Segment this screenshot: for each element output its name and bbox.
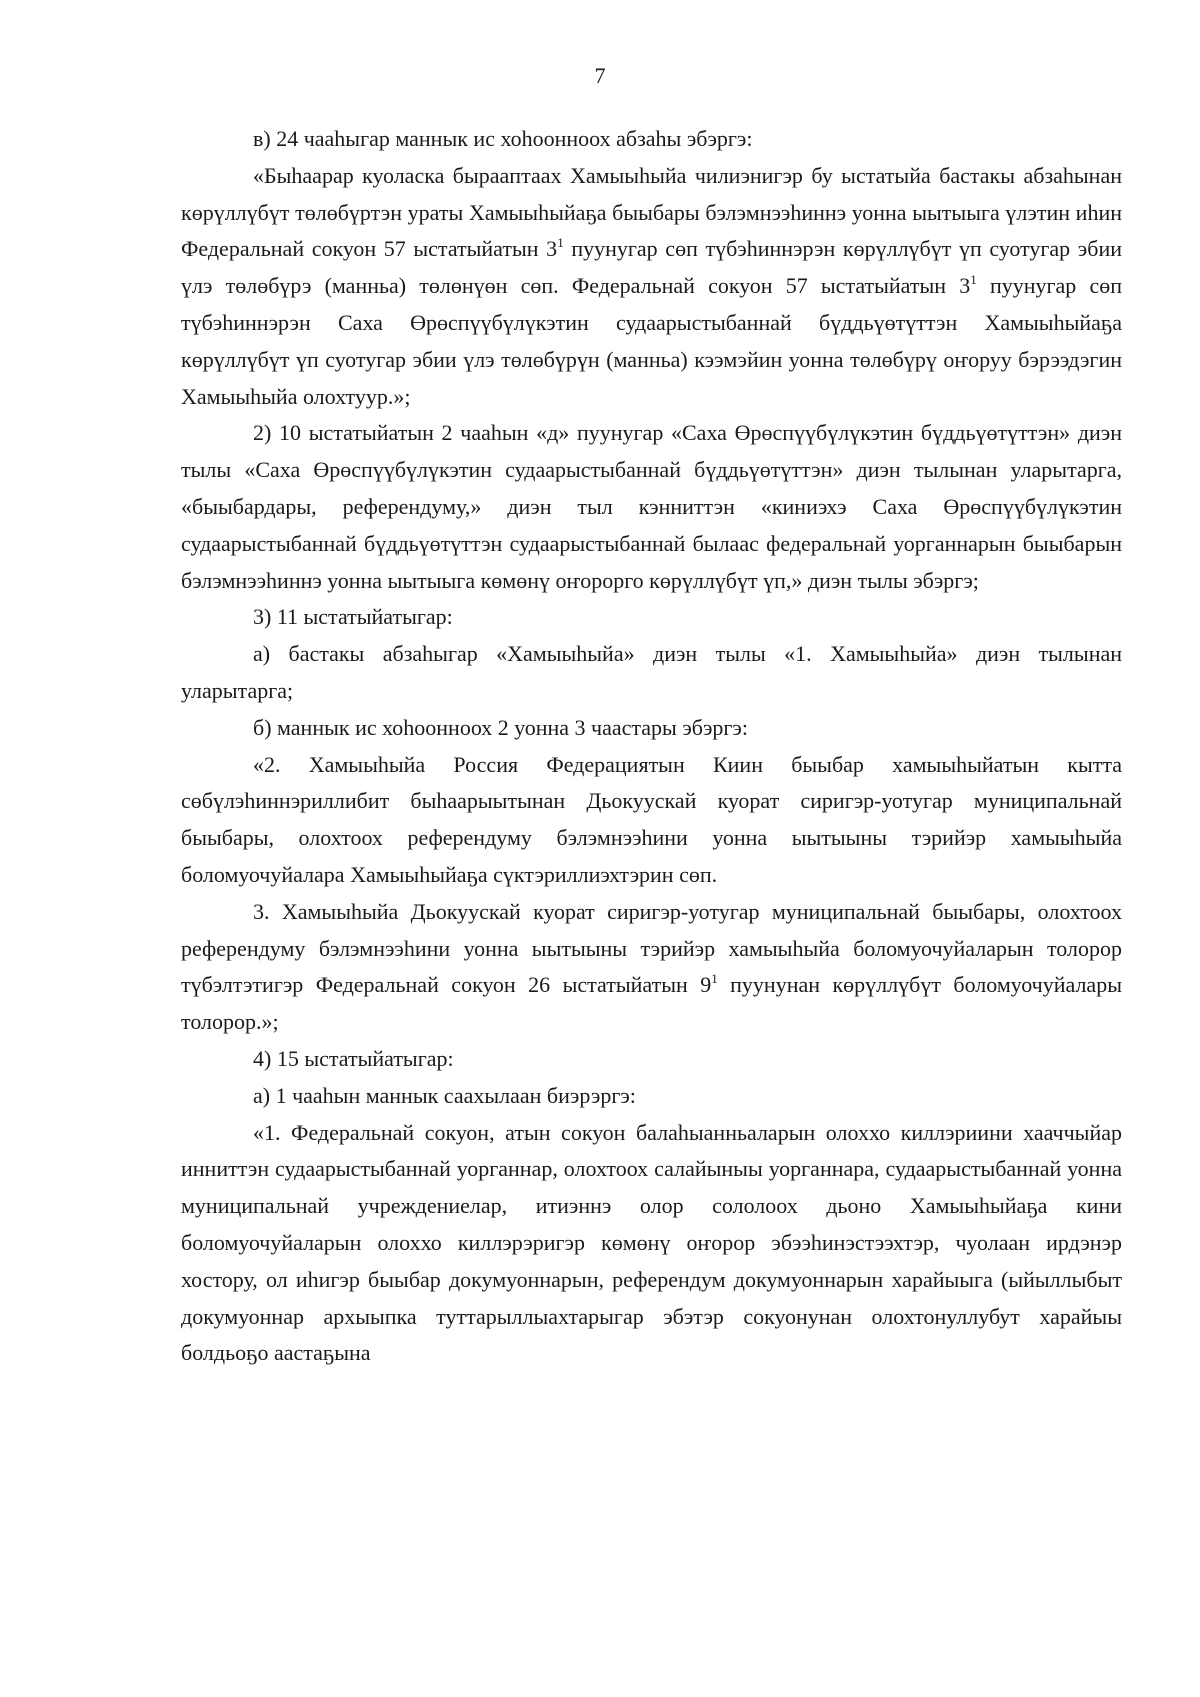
- paragraph-item-3: 3) 11 ыстатыйатыгар:: [253, 604, 453, 630]
- paragraph-item-2: 2) 10 ыстатыйатын 2 чааһын «д» пуунугар «Саха Өрөспүүбүлүкэтин бүддьүөтүттэн» диэн тылы «Саха Өрөспүүбүлүкэтин судаарыстыбаннай бүддьүөтүттэн» диэн тылынан уларытарга, «быыбардары, референдуму,» диэн тыл кэнниттэн «киниэхэ Саха Өрөспүүбүлүкэтин судаарыстыбаннай бүддьүөтүттэн судаарыстыбаннай былаас федеральнай уорганнарын быыбарын бэлэмнээһиннэ уонна ыытыыга көмөнү оҥорорго көрүллүбүт үп,» диэн тылы эбэргэ;: [181, 420, 1122, 593]
- paragraph-part-3: [181, 894, 1122, 1041]
- paragraph-sub-a-15: а) 1 чааһын маннык саахылаан биэрэргэ:: [253, 1082, 636, 1108]
- paragraph-v-24: в) 24 чааһыгар маннык ис хоһоонноох абзаһы эбэргэ:: [253, 126, 753, 151]
- paragraph-text-part: пуунугар сөп түбэһиннэрэн Саха Өрөспүүбүлүкэтин судаарыстыбаннай бүддьүөтүттэн Хамыыһыйаҕа көрүллүбүт үп суотугар эбии үлэ төлөбүрүн (манньа) кээмэйин уонна төлөбүрү оҥоруу бэрээдэгин Хамыыһыйа олохтуур.»;: [181, 273, 1123, 409]
- paragraph-text-part: «Быһаарар куоласка быраaптаах Хамыыһыйа чилиэнигэр бу ыстатыйа бастакы абзаһынан көрүллүбүт төлөбүртэн ураты Хамыыһыйаҕа быыбары бэлэмнээһиннэ уонна ыытыыга үлэтин иһин Федеральнай сокуон 57 ыстатыйатын 3: [181, 162, 1122, 262]
- paragraph-text-part: пуунугар сөп түбэһиннэрэн көрүллүбүт үп суотугар эбии үлэ төлөбүрэ (манньа) төлөнүөн сөп. Федеральнай сокуон 57 ыстатыйатын 3: [181, 236, 1122, 299]
- paragraph-quote-remuneration: [181, 158, 1122, 416]
- paragraph-quote-part-1: «1. Федеральнай сокуон, атын сокуон балаһыанньаларын олоххо киллэриини хааччыйар инниттэн судаарыстыбаннай уорганнар, олохтоох салайыныы уорганнара, судаарыстыбаннай уонна муниципальнай учреждениелар, итиэннэ олор сололоох дьоно Хамыыһыйаҕа кини боломуочуйаларын олоххо киллэрэригэр көмөнү оҥорор эбээһинэстээхтэр, чуолаан ирдэнэр хостору, ол иһигэр быыбар докумуоннарын, референдум докумуоннарын харайыыга (ыйыллыбыт докумуоннар архыыпка туттарыллыахтарыгар эбэтэр сокуонунан олохтонуллубут харайыы болдьоҕо аастаҕына: [181, 1119, 1122, 1366]
- superscript: 1: [557, 235, 564, 251]
- superscript: 1: [711, 971, 718, 987]
- paragraph-sub-b: б) маннык ис хоһоонноох 2 уонна 3 чаастары эбэргэ:: [253, 714, 748, 740]
- paragraph-sub-a: а) бастакы абзаһыгар «Хамыыһыйа» диэн тылы «1. Хамыыһыйа» диэн тылынан уларытарга;: [181, 641, 1122, 703]
- document-body: [181, 121, 1122, 1372]
- superscript: 1: [970, 272, 977, 288]
- paragraph-quote-part-2: «2. Хамыыһыйа Россия Федерациятын Киин быыбар хамыыһыйатын кытта сөбүлэһиннэриллибит быһаарыытынан Дьокуускай куорат сиригэр-уотугар муниципальнай быыбары, олохтоох референдуму бэлэмнээһини уонна ыытыыны тэрийэр хамыыһыйа боломуочуйалара Хамыыһыйаҕа сүктэриллиэхтэрин сөп.: [181, 751, 1122, 887]
- paragraph-text-part: пуунунан көрүллүбүт боломуочуйалары толорор.»;: [181, 972, 1122, 1035]
- paragraph-text-part: 3. Хамыыһыйа Дьокуускай куорат сиригэр-уотугар муниципальнай быыбары, олохтоох референдуму бэлэмнээһини уонна ыытыыны тэрийэр хамыыһыйа боломуочуйаларын толорор түбэлтэтигэр Федеральнай сокуон 26 ыстатыйатын 9: [181, 898, 1122, 998]
- page-number: 7: [594, 63, 606, 88]
- paragraph-item-4: 4) 15 ыстатыйатыгар:: [253, 1045, 454, 1071]
